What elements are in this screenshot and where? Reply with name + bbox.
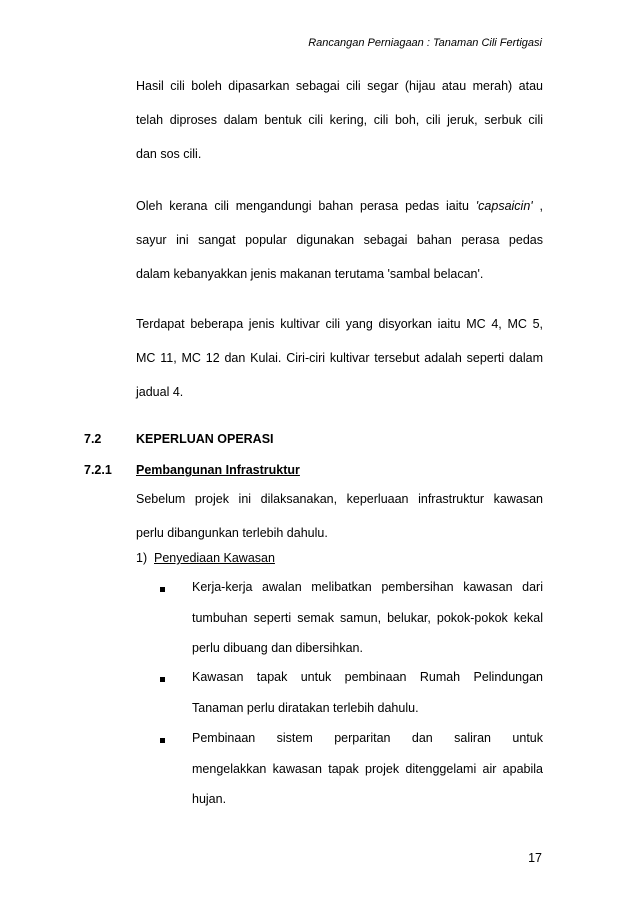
bullet-line: Kawasan tapak untuk pembinaan Rumah Pelindungan	[192, 670, 543, 684]
paragraph-line	[136, 197, 543, 216]
paragraph-line: Hasil cili boleh dipasarkan sebagai cili segar (hijau atau merah) atau	[136, 79, 543, 93]
paragraph-line: Terdapat beberapa jenis kultivar cili yang disyorkan iaitu MC 4, MC 5,	[136, 317, 543, 331]
paragraph-line: jadual 4.	[136, 385, 184, 399]
bullet-line: Pembinaan sistem perparitan dan saliran untuk	[192, 731, 543, 745]
section-number: 7.2	[84, 432, 102, 446]
capsaicin-term: 'capsaicin'	[475, 199, 533, 213]
paragraph-line: dalam kebanyakkan jenis makanan terutama 'sambal belacan'.	[136, 267, 484, 281]
section-title: KEPERLUAN OPERASI	[136, 432, 274, 446]
paragraph-line: MC 11, MC 12 dan Kulai. Ciri-ciri kultivar tersebut adalah seperti dalam	[136, 351, 543, 365]
paragraph-line: dan sos cili.	[136, 147, 202, 161]
paragraph-text: Oleh kerana cili mengandungi bahan perasa pedas iaitu	[136, 199, 476, 213]
paragraph-line: telah diproses dalam bentuk cili kering, cili boh, cili jeruk, serbuk cili	[136, 113, 543, 127]
page-number: 17	[528, 851, 542, 865]
list-item-marker: 1)	[136, 551, 148, 565]
square-bullet-icon	[160, 587, 165, 592]
subsection-number: 7.2.1	[84, 463, 112, 477]
bullet-line: Tanaman perlu diratakan terlebih dahulu.	[192, 701, 419, 715]
subsection-title: Pembangunan Infrastruktur	[136, 463, 300, 477]
square-bullet-icon	[160, 677, 165, 682]
square-bullet-icon	[160, 738, 165, 743]
paragraph-line: Sebelum projek ini dilaksanakan, keperluaan infrastruktur kawasan	[136, 492, 543, 506]
paragraph-line: sayur ini sangat popular digunakan sebagai bahan perasa pedas	[136, 233, 543, 247]
bullet-line: tumbuhan seperti semak samun, belukar, pokok-pokok kekal	[192, 611, 543, 625]
paragraph-text: ,	[532, 199, 543, 213]
list-item-title: Penyediaan Kawasan	[154, 551, 275, 565]
bullet-line: hujan.	[192, 792, 227, 806]
paragraph-line: perlu dibangunkan terlebih dahulu.	[136, 526, 328, 540]
bullet-line: mengelakkan kawasan tapak projek ditenggelami air apabila	[192, 762, 543, 776]
bullet-line: perlu dibuang dan dibersihkan.	[192, 641, 363, 655]
bullet-line: Kerja-kerja awalan melibatkan pembersihan kawasan dari	[192, 580, 543, 594]
running-header: Rancangan Perniagaan : Tanaman Cili Fertigasi	[308, 37, 542, 49]
